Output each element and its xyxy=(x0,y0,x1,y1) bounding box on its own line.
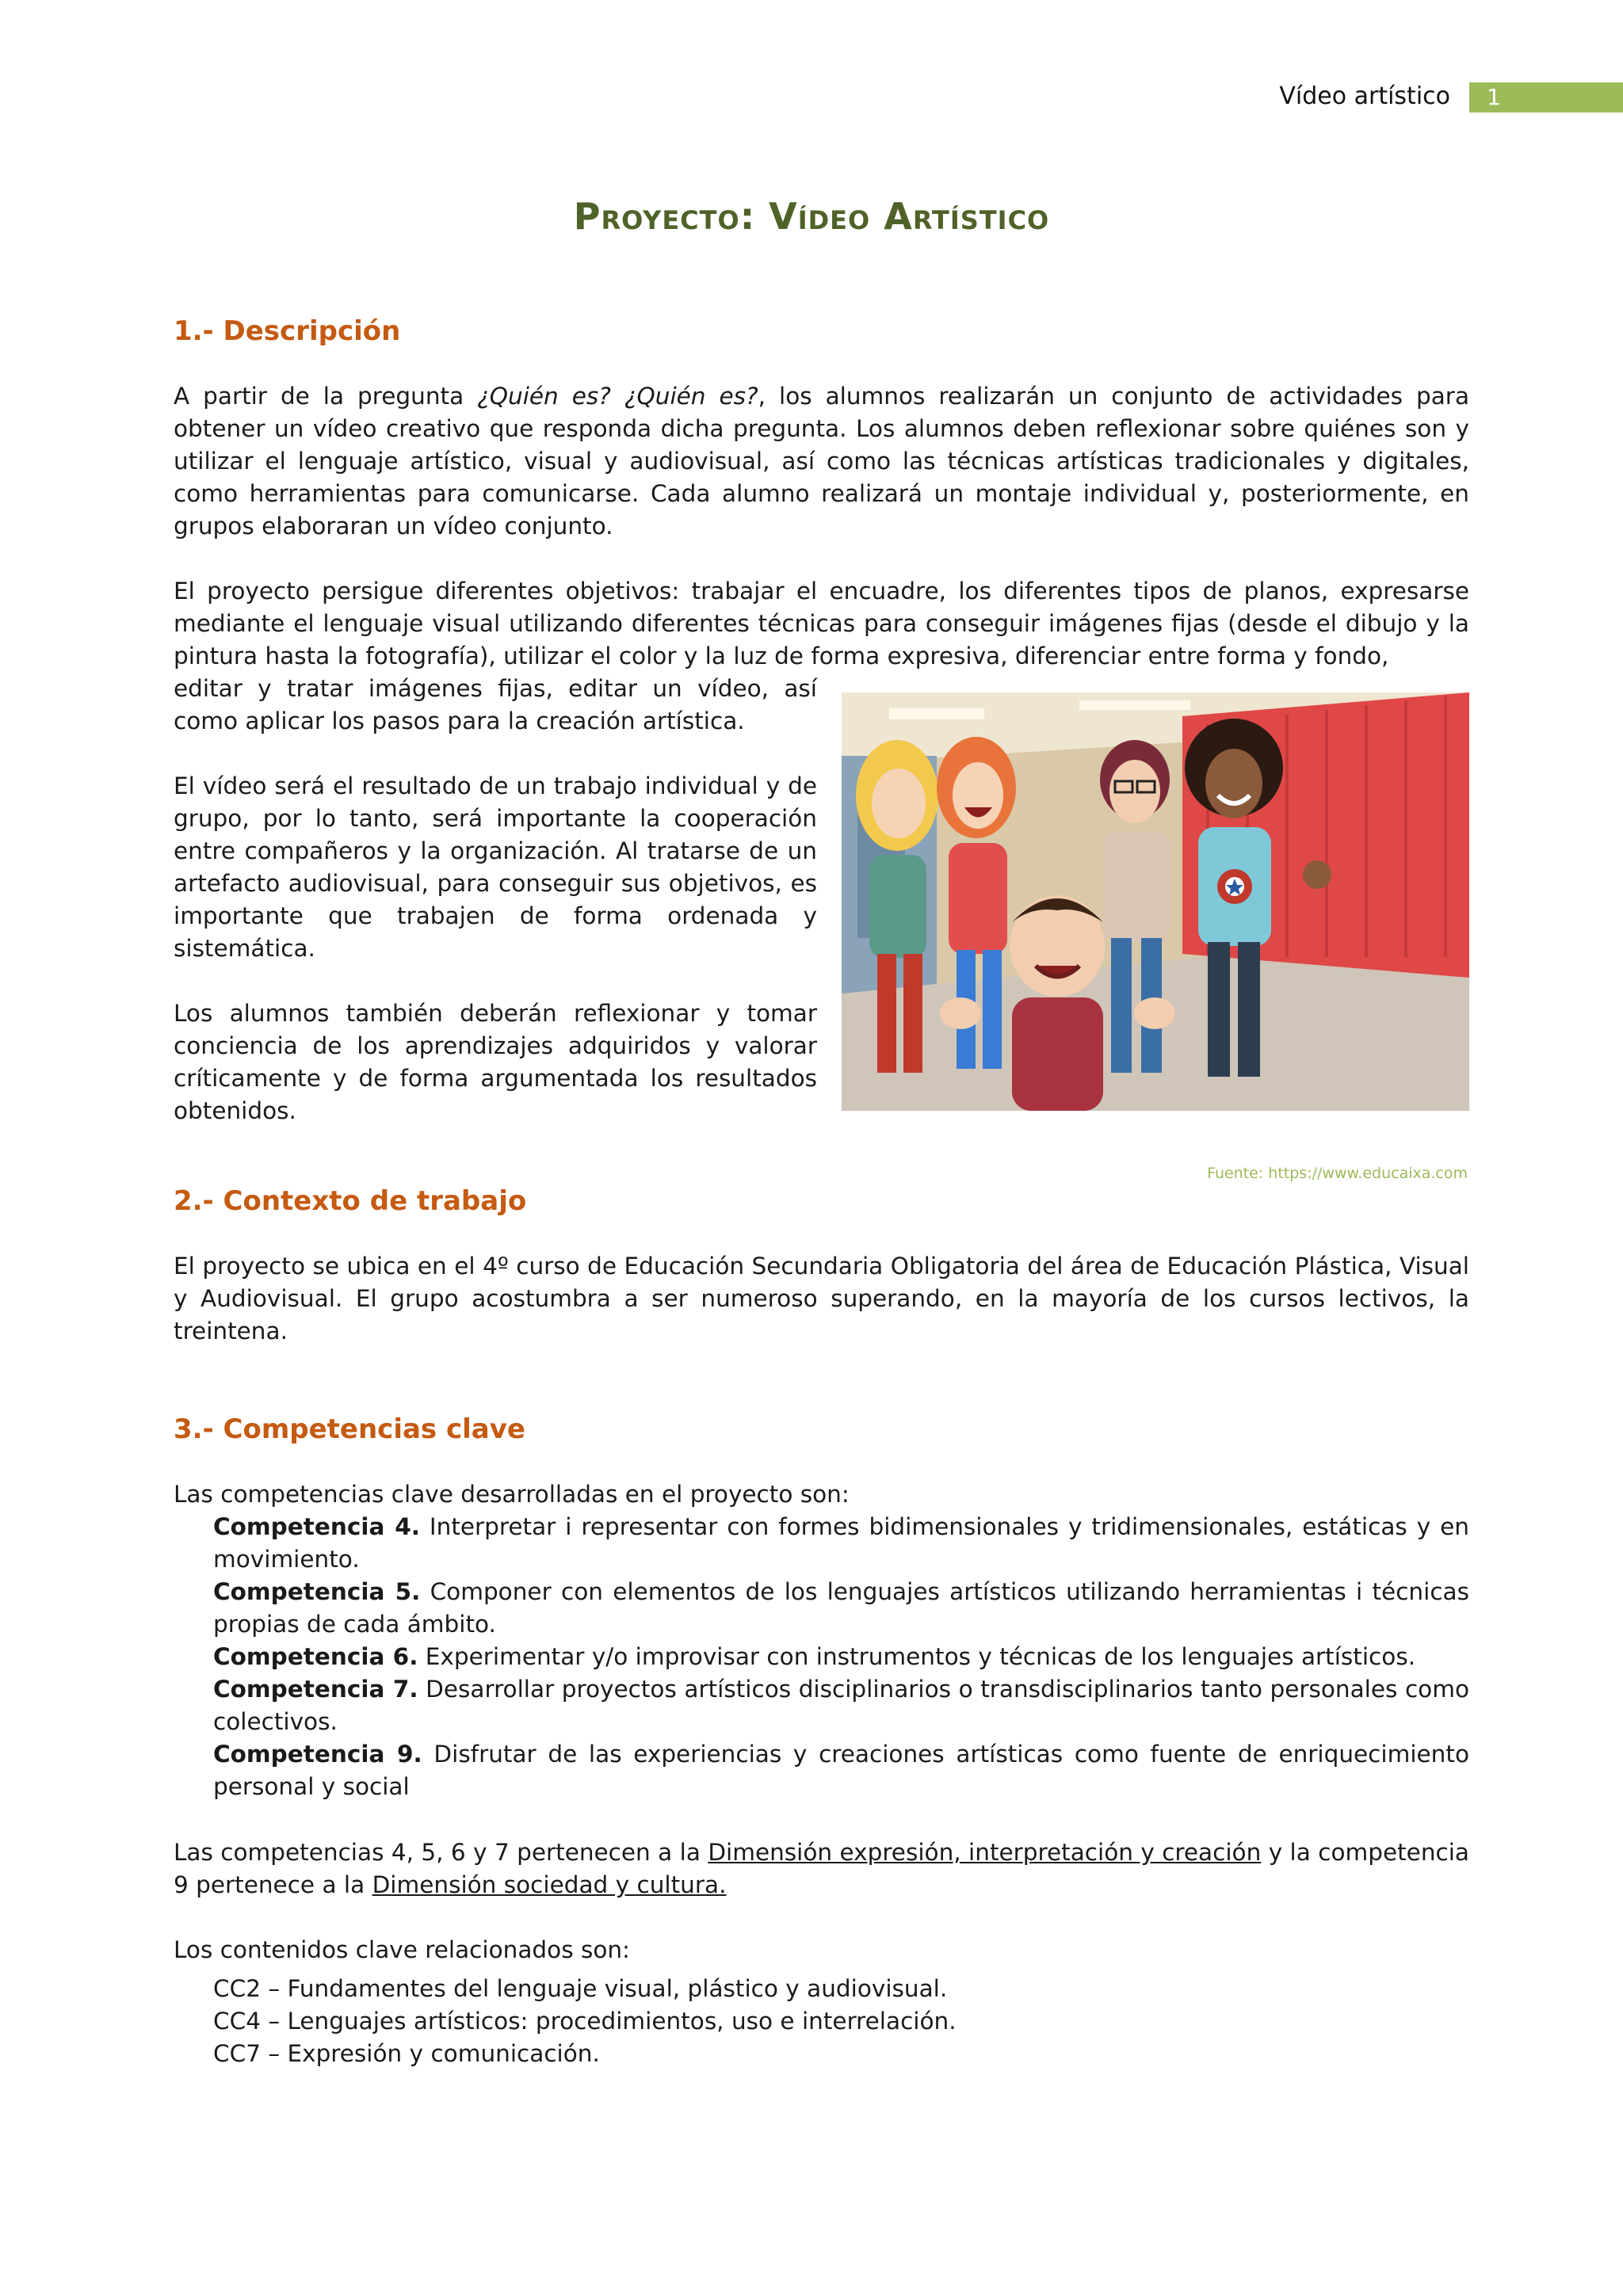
competencies-list xyxy=(174,1511,1469,1803)
section-heading-description: 1.- Descripción xyxy=(174,315,401,347)
dimensions-paragraph xyxy=(174,1836,1469,1901)
list-item xyxy=(213,1673,1469,1738)
key-contents-block xyxy=(174,1934,1469,2070)
document-title: Proyecto: Vídeo Artístico xyxy=(573,195,1050,238)
section-heading-competencies: 3.- Competencias clave xyxy=(174,1413,525,1445)
text-span: y la competencia 9 pertenece a la xyxy=(174,1839,1470,1898)
context-paragraph xyxy=(174,1250,1469,1348)
competency-text: Componer con elementos de los lenguajes artísticos utilizando herramientas i técnicas propias de cada ámbito. xyxy=(213,1578,1469,1638)
section-competencies xyxy=(174,1413,1469,1445)
question-text: ¿Quién es? ¿Quién es? xyxy=(477,383,758,410)
paragraph-full-width: El proyecto persigue diferentes objetivos: trabajar el encuadre, los diferentes tipos de planos, expresarse mediante el lenguaje visual utilizando diferentes técnicas para conseguir imágenes fijas (desde el dibujo y la pintura hasta la fotografía), utilizar el color y la luz de forma expresiva, diferenciar entre forma y fondo, xyxy=(174,578,1469,669)
text-span: , los alumnos realizarán un conjunto de actividades para obtener un vídeo creativo que responda dicha pregunta. Los alumnos deben reflexionar sobre quiénes son y utilizar el lenguaje artístico, visual y audiovisual, así como las técnicas artísticas tradicionales y digitales, como herramientas para comunicarse. Cada alumno realizará un montaje individual y, posteriormente, en grupos elaboraran un vídeo conjunto. xyxy=(174,383,1470,540)
list-item: CC7 – Expresión y comunicación. xyxy=(213,2040,600,2067)
section-context xyxy=(174,1185,1469,1217)
competency-text: Interpretar i representar con formes bidimensionales y tridimensionales, estáticas y en movimiento. xyxy=(213,1513,1469,1573)
list-item: CC2 – Fundamentes del lenguaje visual, plástico y audiovisual. xyxy=(213,1975,948,2002)
key-contents-intro: Los contenidos clave relacionados son: xyxy=(174,1936,630,1963)
paragraph-narrow: editar y tratar imágenes fijas, editar un vídeo, así como aplicar los pasos para la creación artística. xyxy=(174,675,817,734)
description-paragraph-2 xyxy=(174,575,1469,673)
competency-text: Experimentar y/o improvisar con instrumentos y técnicas de los lenguajes artísticos. xyxy=(418,1643,1416,1670)
competency-label: Competencia 4. xyxy=(213,1513,420,1540)
list-item xyxy=(213,1511,1469,1576)
list-item xyxy=(213,1641,1469,1673)
dimension-link-expresion[interactable]: Dimensión expresión, interpretación y creación xyxy=(708,1839,1262,1866)
competency-label: Competencia 9. xyxy=(213,1741,422,1768)
competency-text: Desarrollar proyectos artísticos disciplinarios o transdisciplinarios tanto personales como colectivos. xyxy=(213,1676,1470,1735)
list-item xyxy=(213,1738,1469,1803)
competency-label: Competencia 6. xyxy=(213,1643,418,1670)
page-number-badge: 1 xyxy=(1469,82,1623,113)
key-contents-list xyxy=(174,1973,1469,2070)
competencies-intro: Las competencias clave desarrolladas en el proyecto son: xyxy=(174,1481,850,1508)
text-span: Las competencias 4, 5, 6 y 7 pertenecen a la xyxy=(174,1839,708,1866)
paragraph-narrow: Los alumnos también deberán reflexionar y tomar conciencia de los aprendizajes adquiridos y valorar críticamente y de forma argumentada los resultados obtenidos. xyxy=(174,1000,817,1124)
running-header-title: Vídeo artístico xyxy=(1279,82,1450,110)
paragraph-narrow: El vídeo será el resultado de un trabajo individual y de grupo, por lo tanto, será importante la cooperación entre compañeros y la organización. Al tratarse de un artefacto audiovisual, para conseguir sus objetivos, es importante que trabajen de forma ordenada y sistemática. xyxy=(174,772,817,962)
paragraph: El proyecto se ubica en el 4º curso de Educación Secundaria Obligatoria del área de Educación Plástica, Visual y Audiovisual. El grupo acostumbra a ser numeroso superando, en la mayoría de los cursos lectivos, la treintena. xyxy=(174,1253,1469,1344)
students-illustration xyxy=(842,692,1469,1111)
competencies-block xyxy=(174,1478,1469,1803)
competency-label: Competencia 7. xyxy=(213,1676,418,1703)
section-description xyxy=(174,315,1469,347)
image-caption: Fuente: https://www.educaixa.com xyxy=(1207,1165,1468,1182)
competency-text: Disfrutar de las experiencias y creaciones artísticas como fuente de enriquecimiento personal y social xyxy=(213,1741,1469,1800)
competency-label: Competencia 5. xyxy=(213,1578,421,1605)
text-span: A partir de la pregunta xyxy=(174,383,478,410)
section-heading-context: 2.- Contexto de trabajo xyxy=(174,1185,527,1217)
description-paragraph-1 xyxy=(174,380,1469,543)
dimension-link-sociedad[interactable]: Dimensión sociedad y cultura. xyxy=(372,1871,727,1898)
list-item xyxy=(213,1576,1469,1641)
list-item: CC4 – Lenguajes artísticos: procedimientos, uso e interrelación. xyxy=(213,2008,957,2035)
